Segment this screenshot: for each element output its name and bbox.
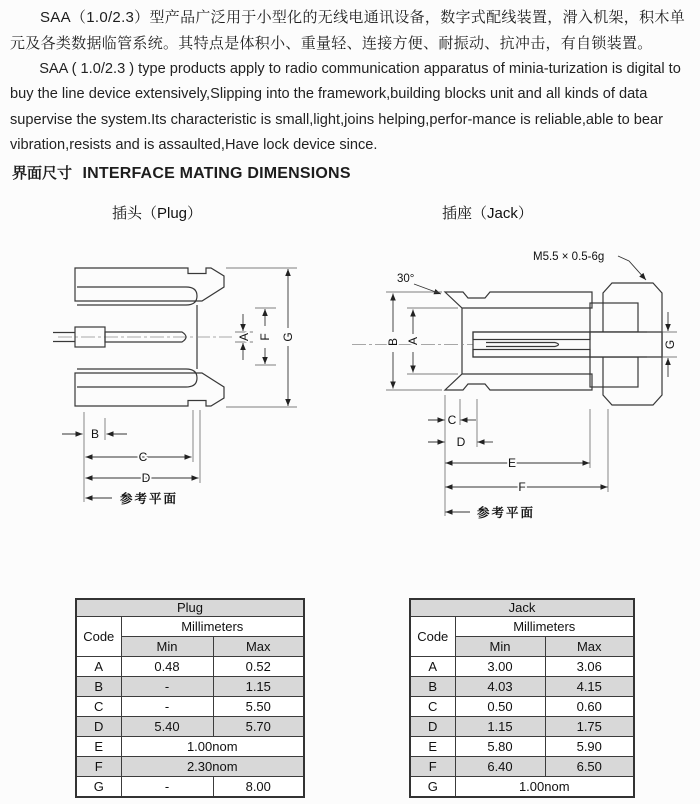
table-row [410, 599, 634, 617]
table-title: Plug [76, 599, 304, 617]
jack-dim-label-E: E [507, 456, 517, 470]
jack-dim-label-B: B [386, 337, 400, 347]
table-row [410, 657, 634, 677]
table-row [76, 757, 304, 777]
table-row [76, 599, 304, 617]
plug-dim-label-B: B [90, 427, 100, 441]
plug-dim-D [86, 471, 199, 485]
plug-dim-C [86, 450, 192, 464]
table-cell-code: D [76, 717, 121, 737]
jack-dim-C [428, 413, 476, 427]
plug-reference-plane-label: 参考平面 [120, 492, 179, 506]
jack-dim-label-C: C [447, 413, 457, 427]
table-cell-code: D [410, 717, 455, 737]
jack-reference-plane-label: 参考平面 [477, 506, 536, 520]
plug-table [75, 598, 305, 798]
table-header-unit: Millimeters [455, 617, 634, 637]
table-header-min: Min [121, 637, 213, 657]
jack-dim-D [428, 435, 493, 449]
table-cell-code: B [76, 677, 121, 697]
plug-dim-A [235, 314, 253, 360]
table-cell-max: 8.00 [213, 777, 304, 798]
table-cell-min: 5.80 [455, 737, 545, 757]
table-cell-code: F [410, 757, 455, 777]
plug-dim-label-D: D [141, 471, 151, 485]
table-cell-max: 5.50 [213, 697, 304, 717]
jack-dim-A [406, 308, 458, 374]
table-row [76, 677, 304, 697]
table-cell-code: A [76, 657, 121, 677]
table-row [410, 737, 634, 757]
table-cell-value: 2.30nom [121, 757, 304, 777]
table-cell-min: 4.03 [455, 677, 545, 697]
table-row [76, 657, 304, 677]
table-cell-min: - [121, 697, 213, 717]
plug-reference-plane [86, 491, 179, 506]
table-cell-code: E [410, 737, 455, 757]
table-cell-max: 1.75 [545, 717, 634, 737]
table-cell-max: 5.70 [213, 717, 304, 737]
table-row [410, 697, 634, 717]
section-heading-zh: 界面尺寸 [12, 165, 73, 182]
section-heading-en: INTERFACE MATING DIMENSIONS [82, 165, 351, 182]
jack-table [409, 598, 635, 798]
jack-thread-annotation [533, 251, 646, 280]
table-cell-max: 4.15 [545, 677, 634, 697]
table-row [410, 777, 634, 798]
table-header-max: Max [545, 637, 634, 657]
table-cell-min: 1.15 [455, 717, 545, 737]
jack-thread-label: M5.5 × 0.5-6g [533, 251, 605, 263]
plug-dim-label-F: F [258, 333, 272, 341]
table-row [76, 717, 304, 737]
table-row [76, 617, 304, 637]
table-row [76, 737, 304, 757]
table-cell-code: B [410, 677, 455, 697]
table-cell-max: 0.60 [545, 697, 634, 717]
intro-paragraph-zh: SAA（1.0/2.3）型产品广泛用于小型化的无线电通讯设备，数字式配线装置，滑入机架，积木单元及各类数据临管系统。其特点是体积小、重量轻、连接方便、耐振动、抗冲击，有自锁装置。 [10, 9, 685, 52]
table-cell-min: 6.40 [455, 757, 545, 777]
table-cell-max: 5.90 [545, 737, 634, 757]
table-cell-max: 3.06 [545, 657, 634, 677]
jack-dim-label-G: G [663, 339, 677, 350]
table-header-max: Max [213, 637, 304, 657]
table-row [410, 717, 634, 737]
table-cell-code: A [410, 657, 455, 677]
plug-dim-B [62, 427, 127, 441]
section-heading [12, 162, 351, 183]
table-cell-max: 0.52 [213, 657, 304, 677]
table-cell-max: 1.15 [213, 677, 304, 697]
table-row [76, 697, 304, 717]
intro-block [10, 5, 692, 159]
jack-angle-annotation [397, 273, 441, 294]
jack-dim-label-D: D [456, 435, 466, 449]
table-cell-code: E [76, 737, 121, 757]
jack-dim-F [446, 480, 608, 494]
table-cell-min: - [121, 677, 213, 697]
table-cell-code: F [76, 757, 121, 777]
jack-dim-E [446, 456, 590, 470]
jack-caption: 插座（Jack） [442, 205, 533, 222]
table-header-code: Code [410, 617, 455, 657]
table-cell-min: 5.40 [121, 717, 213, 737]
intro-paragraph-en: SAA ( 1.0/2.3 ) type products apply to radio communication apparatus of minia-turization is digital to buy the line device extensively,Slipping into the framework,building blocks unit and all kinds of data supervise the system.Its characteristic is small,light,joins helping,perfor-mance is reliable,able to bear vibration,resists and is assaulted,Have lock device since. [10, 61, 681, 154]
table-cell-min: 0.48 [121, 657, 213, 677]
table-cell-max: 6.50 [545, 757, 634, 777]
table-cell-value: 1.00nom [121, 737, 304, 757]
jack-angle-label: 30° [397, 273, 415, 285]
table-title: Jack [410, 599, 634, 617]
table-cell-value: 1.00nom [455, 777, 634, 798]
plug-dim-label-A: A [237, 332, 251, 342]
table-cell-min: 3.00 [455, 657, 545, 677]
table-cell-code: C [76, 697, 121, 717]
plug-caption: 插头（Plug） [112, 205, 203, 222]
jack-reference-plane [446, 505, 536, 520]
jack-dim-label-F: F [518, 480, 526, 494]
table-cell-code: C [410, 697, 455, 717]
jack-dim-label-A: A [406, 336, 420, 346]
plug-drawing [50, 240, 330, 535]
table-cell-code: G [410, 777, 455, 798]
table-row [76, 777, 304, 798]
jack-drawing [350, 235, 700, 535]
table-cell-min: - [121, 777, 213, 798]
plug-dim-label-C: C [138, 450, 148, 464]
table-header-code: Code [76, 617, 121, 657]
table-row [410, 677, 634, 697]
table-cell-code: G [76, 777, 121, 798]
plug-dim-label-G: G [281, 332, 295, 342]
table-header-min: Min [455, 637, 545, 657]
table-header-unit: Millimeters [121, 617, 304, 637]
plug-center-pin [53, 327, 232, 347]
plug-dim-F [255, 308, 276, 365]
table-cell-min: 0.50 [455, 697, 545, 717]
table-row [410, 757, 634, 777]
table-row [410, 617, 634, 637]
